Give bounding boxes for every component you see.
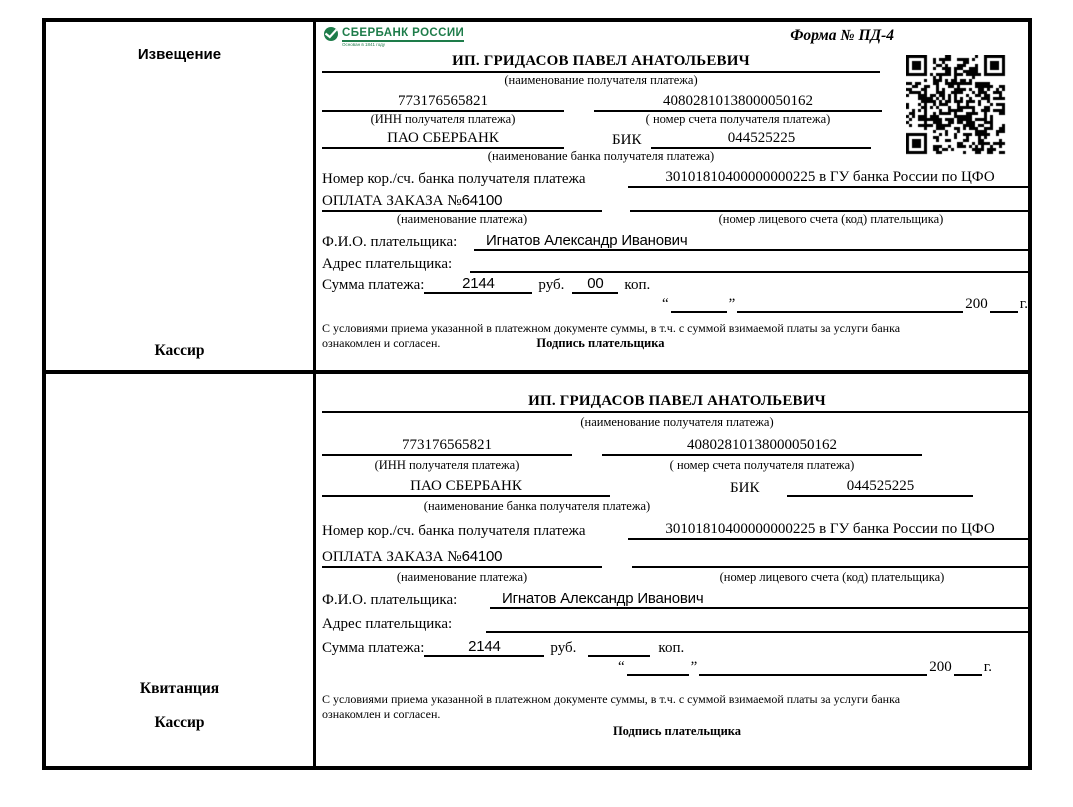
account-value: 40802810138000050162 <box>602 437 922 456</box>
pd4-form <box>42 18 1032 770</box>
agreement-text <box>322 692 1032 739</box>
agreement-line1: С условиями приема указанной в платежном документе суммы, в т.ч. с суммой взимаемой платы за услуги банка <box>322 692 901 706</box>
payment-captions <box>322 212 1032 226</box>
agreement-line2: ознакомлен и согласен. <box>322 707 441 721</box>
year-blank <box>954 660 982 676</box>
payer-address-label: Адрес плательщика: <box>322 256 453 272</box>
quote-open: “ <box>617 659 625 675</box>
bik-value: 044525225 <box>787 478 973 497</box>
amount-label: Сумма платежа: <box>322 277 425 293</box>
qr-code-icon <box>906 55 1008 157</box>
year-suffix: г. <box>1019 296 1028 312</box>
payer-name-value: Игнатов Александр Иванович <box>474 232 1032 251</box>
year-prefix: 200 <box>929 659 952 675</box>
corr-account-value: 30101810400000000225 в ГУ банка России по ЦФО <box>628 521 1032 540</box>
corr-account-value: 30101810400000000225 в ГУ банка России по ЦФО <box>628 169 1032 188</box>
recipient-name: ИП. ГРИДАСОВ ПАВЕЛ АНАТОЛЬЕВИЧ <box>322 53 880 73</box>
payer-name-value: Игнатов Александр Иванович <box>490 590 1032 609</box>
payer-name-row <box>322 232 1032 251</box>
inn-value: 773176565821 <box>322 93 564 112</box>
inn-caption: (ИНН получателя платежа) <box>374 458 520 472</box>
payer-code-caption: (номер лицевого счета (код) плательщика) <box>718 212 944 226</box>
year-blank <box>990 297 1018 313</box>
payer-address-row <box>322 253 1032 273</box>
corr-account-row <box>322 169 1032 188</box>
payer-address-label: Адрес плательщика: <box>322 616 453 632</box>
payer-code-caption: (номер лицевого счета (код) плательщика) <box>719 570 945 584</box>
bank-caption: (наименование банка получателя платежа) <box>423 499 651 513</box>
notice-header <box>322 25 1032 49</box>
amount-row <box>322 637 1032 657</box>
bank-logo-text: СБЕРБАНК РОССИИ <box>342 27 464 42</box>
bank-caption: (наименование банка получателя платежа) <box>487 149 715 163</box>
bank-name-value: ПАО СБЕРБАНК <box>322 478 610 497</box>
cashier-label: Кассир <box>154 714 205 731</box>
inn-caption: (ИНН получателя платежа) <box>370 112 516 126</box>
bank-bik-row <box>322 478 1032 497</box>
bik-label: БИК <box>730 480 760 496</box>
recipient-caption: (наименование получателя платежа) <box>580 415 774 429</box>
payer-code-line <box>632 548 1032 568</box>
signature-label: Подпись плательщика <box>612 724 742 738</box>
quote-close: ” <box>728 296 736 312</box>
amount-kop-value <box>588 637 650 657</box>
day-blank <box>671 297 727 313</box>
receipt-stub <box>46 374 316 766</box>
notice-panel <box>316 22 1039 370</box>
account-caption: ( номер счета получателя платежа) <box>645 112 831 126</box>
receipt-title: Квитанция <box>139 680 220 697</box>
bik-label: БИК <box>612 132 642 148</box>
payer-address-row <box>322 613 1032 633</box>
date-row <box>322 296 1032 313</box>
form-number: Форма № ПД-4 <box>790 27 894 44</box>
inn-value: 773176565821 <box>322 437 572 456</box>
sberbank-logo <box>324 27 464 47</box>
payment-caption: (наименование платежа) <box>396 212 528 226</box>
payment-name-value: ОПЛАТА ЗАКАЗА №64100 <box>322 192 602 212</box>
amount-rub-value: 2144 <box>424 638 544 657</box>
receipt-section <box>46 374 1028 766</box>
month-blank <box>699 660 927 676</box>
date-row <box>322 659 1032 676</box>
notice-section <box>46 22 1028 374</box>
account-value: 40802810138000050162 <box>594 93 882 112</box>
payer-address-value <box>486 613 1032 633</box>
quote-close: ” <box>690 659 698 675</box>
payer-address-value <box>470 253 1032 273</box>
corr-label: Номер кор./сч. банка получателя платежа <box>322 171 586 187</box>
amount-kop-value: 00 <box>572 275 618 294</box>
payment-captions <box>322 570 1032 584</box>
bank-logo-tagline: Основан в 1841 году <box>342 42 386 47</box>
signature-label: Подпись плательщика <box>536 336 665 350</box>
payer-name-label: Ф.И.О. плательщика: <box>322 234 458 250</box>
recipient-caption: (наименование получателя платежа) <box>504 73 698 87</box>
agreement-text <box>322 321 1032 351</box>
inn-account-captions <box>322 458 1032 472</box>
corr-account-row <box>322 521 1032 540</box>
corr-label: Номер кор./сч. банка получателя платежа <box>322 523 586 539</box>
agreement-line2: ознакомлен и согласен. <box>322 336 441 350</box>
day-blank <box>627 660 689 676</box>
cashier-label: Кассир <box>154 342 205 359</box>
payment-name-row <box>322 192 1032 212</box>
year-prefix: 200 <box>965 296 988 312</box>
quote-open: “ <box>661 296 669 312</box>
month-blank <box>737 297 963 313</box>
inn-account-row <box>322 437 1032 456</box>
year-suffix: г. <box>983 659 992 675</box>
kop-label: коп. <box>624 277 651 293</box>
bank-name-value: ПАО СБЕРБАНК <box>322 130 564 149</box>
payer-name-label: Ф.И.О. плательщика: <box>322 592 458 608</box>
payment-caption: (наименование платежа) <box>396 570 528 584</box>
sberbank-circle-icon <box>324 27 338 46</box>
rub-label: руб. <box>550 640 577 656</box>
payer-code-line <box>630 192 1032 212</box>
recipient-name: ИП. ГРИДАСОВ ПАВЕЛ АНАТОЛЬЕВИЧ <box>322 393 1032 413</box>
agreement-line1: С условиями приема указанной в платежном документе суммы, в т.ч. с суммой взимаемой платы за услуги банка <box>322 321 901 335</box>
kop-label: коп. <box>658 640 685 656</box>
payment-name-value: ОПЛАТА ЗАКАЗА №64100 <box>322 548 602 568</box>
receipt-panel <box>316 374 1039 766</box>
rub-label: руб. <box>538 277 565 293</box>
notice-title: Извещение <box>137 46 222 63</box>
payer-name-row <box>322 590 1032 609</box>
notice-stub <box>46 22 316 370</box>
amount-rub-value: 2144 <box>424 275 532 294</box>
account-caption: ( номер счета получателя платежа) <box>669 458 855 472</box>
amount-row <box>322 275 1032 294</box>
payment-name-row <box>322 548 1032 568</box>
amount-label: Сумма платежа: <box>322 640 425 656</box>
bik-value: 044525225 <box>651 130 871 149</box>
